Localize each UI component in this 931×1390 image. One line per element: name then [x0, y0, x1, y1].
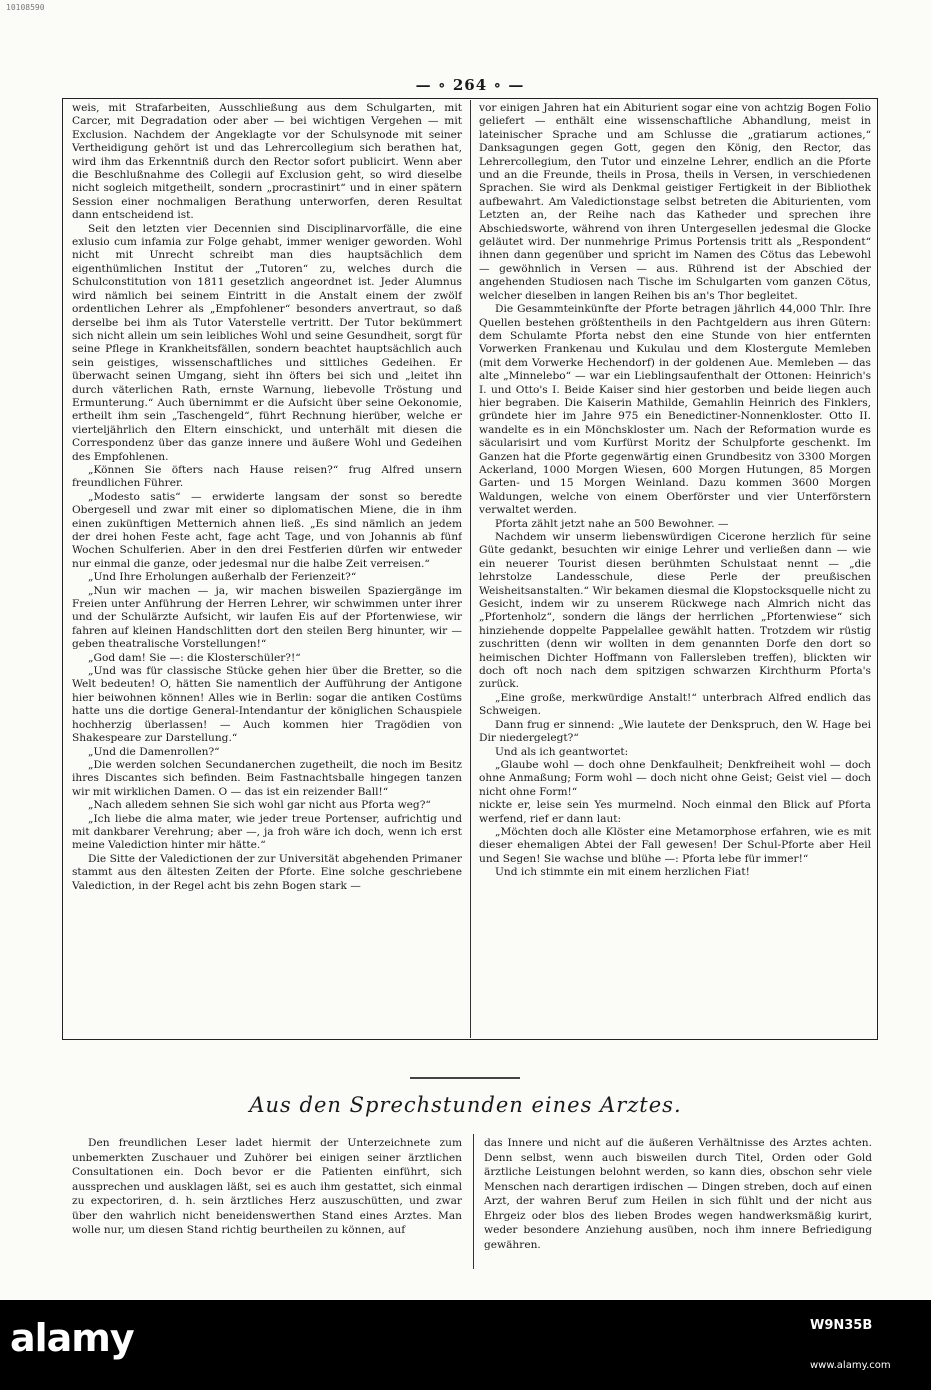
section-separator [410, 1077, 520, 1079]
bottom-left-column [72, 1136, 462, 1266]
page-number: — ∘ 264 ∘ — [415, 76, 525, 94]
paragraph: nickte er, leise sein Yes murmelnd. Noch einmal den Blick auf Pforta werfend, rief er dann laut: [479, 799, 871, 825]
paragraph: „Möchten doch alle Klöster eine Metamorphose erfahren, wie es mit dieser ehemaligen Abtei der Fall gewesen! Der Schul-Pforte aber Heil und Segen! Sie wachse und blühe —: Pforta lebe für immer!“ [479, 825, 871, 865]
page-number-value: 264 [452, 76, 488, 94]
paragraph: „Modesto satis“ — erwiderte langsam der sonst so beredte Obergesell und zwar mit einer so diplomatischen Miene, die in ihm einen zukünftigen Metternich ahnen ließ. „Es sind nämlich an jedem der drei hohen Feste acht, fage acht Tage, und von Johannis ab fünf Wochen Schulferien. Aber in den drei Festferien dürfen wir entweder nur einmal die ganze, oder jedesmal nur die halbe Zeit verreisen.“ [72, 490, 462, 570]
scan-stamp: 10108590 [6, 3, 45, 12]
paragraph: Und als ich geantwortet: [495, 745, 629, 758]
paragraph: „Glaube wohl — doch ohne Denkfaulheit; Denkfreiheit wohl — doch ohne Anmaßung; Form wohl — doch nicht ohne Geist; Geist viel — doch nicht ohne Form!“ [479, 758, 871, 798]
paragraph: Pforta zählt jetzt nahe an 500 Bewohner. — [495, 517, 729, 530]
paragraph: Die Sitte der Valedictionen der zur Universität abgehenden Primaner stammt aus den ältesten Zeiten der Pforte. Eine solche geschriebene Valediction, in der Regel acht bis zehn Bogen stark — [72, 852, 462, 892]
paragraph: „Nach alledem sehnen Sie sich wohl gar nicht aus Pforta weg?“ [88, 799, 431, 812]
paragraph: vor einigen Jahren hat ein Abiturient sogar eine von achtzig Bogen Folio geliefert — enthält eine wissenschaftliche Abhandlung, meist in lateinischer Sprache und am Schlusse die „gratiarum actiones,“ Danksagungen gegen Gott, gegen den König, den Rector, das Lehrercollegium, den Tutor und einzelne Lehrer, endlich an die Pforte und an die Freunde, theils in Prosa, theils in Versen, in verschiedenen Sprachen. Sie wird als Denkmal geistiger Fertigkeit in der Bibliothek aufbewahrt. Am Valedictionstage selbst betreten die Abiturienten, vom Letzten an, der Reihe nach das Katheder und sprechen ihre Abschiedsworte, während von ihren Untergesellen jedesmal die Glocke geläutet wird. Der nunmehrige Primus Portensis tritt als „Respondent“ ihnen dann gegenüber und spricht im Namen des Cötus das Lebewohl — gewöhnlich in Versen — aus. Rührend ist der Abschied der angehenden Studiosen nach Tische im Schulgarten vom ganzen Cötus, welcher dieselben in langen Reihen bis an's Thor begleitet. [479, 102, 871, 302]
section-title: Aus den Sprechstunden eines Arztes. [249, 1093, 682, 1117]
watermark-url: www.alamy.com [810, 1360, 891, 1371]
right-column [479, 102, 871, 1036]
paragraph: das Innere und nicht auf die äußeren Verhältnisse des Arztes achten. Denn selbst, wenn auch bisweilen durch Titel, Orden oder Gold ärztliche Leistungen belohnt werden, so kann dies, obschon sehr viele Menschen nach derartigen irdischen — Dingen streben, doch auf einen Arzt, der wahren Beruf zum Heilen in sich fühlt und der nicht aus Ehrgeiz oder blos des lieben Brodes wegen handwerksmäßig kurirt, weder besondere Anziehung ausüben, noch ihm innere Befriedigung gewähren. [484, 1137, 872, 1251]
bottom-right-column [484, 1136, 872, 1266]
paragraph: Die Gesammteinkünfte der Pforte betragen jährlich 44,000 Thlr. Ihre Quellen bestehen größtentheils in den Pachtgeldern aus ihren Gütern: dem Schulamte Pforta nebst den eine Stunde von hier entfernten Vorwerken Frankenau und Kukulau und dem Klostergute Memleben (mit dem Vorwerke Hechendorf) in der goldenen Aue. Memleben — das alte „Minnelebo“ — war ein Lieblingsaufenthalt der Ottonen: Heinrich's I. und Otto's I. Beide Kaiser sind hier gestorben und beide liegen auch hier begraben. Die Kaiserin Mathilde, Gemahlin Heinrich des Finklers, gründete hier im Jahre 975 ein Benedictiner-Nonnenkloster. Otto II. wandelte es in ein Mönchskloster um. Nach der Reformation wurde es säcularisirt und vom Kurfürst Moritz der Schulpforte geschenkt. Im Ganzen hat die Pforte gegenwärtig einen Grundbesitz von 3300 Morgen Ackerland, 1000 Morgen Wiesen, 600 Morgen Hutungen, 85 Morgen Garten- und 15 Morgen Weinland. Dazu kommen 3600 Morgen Waldungen, welche von einem Oberförster und vier Unterförstern verwaltet werden. [479, 303, 871, 517]
column-divider [470, 100, 471, 1038]
watermark-logo [10, 1316, 134, 1360]
paragraph: Nachdem wir unserm liebenswürdigen Cicerone herzlich für seine Güte gedankt, besuchten wir einige Lehrer und verließen dann — wie ein neuerer Tourist diesen berühmten Schulstaat nennt — „die lehrstolze Landesschule, diese Perle der preußischen Weisheitsanstalten.“ Wir bekamen diesmal die Klopstocksquelle nicht zu Gesicht, indem wir zu unserem Rückwege nach Almrich nicht das „Pfortenholz“, sondern die längs der herrlichen „Pfortenwiese“ sich hinziehende doppelte Pappelallee gewählt hatten. Trotzdem wir rüstig zuschritten (denn wir wollten in dem genannten Dorfe den dort so heimischen Dichter Hoffmann von Fallersleben treffen), blickten wir doch oft noch nach dem spitzigen schwarzen Kirchthurm Pforta's zurück. [479, 531, 871, 691]
paragraph: „Und Ihre Erholungen außerhalb der Ferienzeit?“ [88, 571, 357, 584]
paragraph: Den freundlichen Leser ladet hiermit der Unterzeichnete zum unbemerkten Zuschauer und Zuhörer bei einigen seiner ärztlichen Consultationen ein. Doch bevor er die Patienten einführt, sich aussprechen und ausklagen läßt, sei es auch ihm gestattet, sich einmal zu expectoriren, d. h. sein ärztliches Herz auszuschütten, und zwar über den wahrlich nicht beneidenswerthen Stand eines Arztes. Man wolle nur, um diesen Stand richtig beurtheilen zu können, auf [72, 1137, 462, 1236]
bottom-column-divider [473, 1134, 474, 1269]
paragraph: „Können Sie öfters nach Hause reisen?“ frug Alfred unsern freundlichen Führer. [72, 463, 462, 490]
paragraph: „Ich liebe die alma mater, wie jeder treue Portenser, aufrichtig und mit dankbarer Verehrung; aber —, ja froh wäre ich doch, wenn ich erst meine Valediction hinter mir hätte.“ [72, 812, 462, 852]
watermark-image-id: W9N35B [810, 1318, 873, 1333]
paragraph: „God dam! Sie —: die Klosterschüler?!“ [88, 651, 301, 664]
watermark-banner [0, 1300, 931, 1390]
paragraph: „Und was für classische Stücke gehen hier über die Bretter, so die Welt bedeuten! O, hätten Sie namentlich der Aufführung der Antigone hier beiwohnen können! Alles wie in Berlin: sogar die antiken Costüms hatte uns die dortige General-Intendantur der königlichen Schauspiele hochherzig überlassen! — Auch kommen hier Tragödien von Shakespeare zur Darstellung.“ [72, 665, 462, 745]
paragraph: Dann frug er sinnend: „Wie lautete der Denkspruch, den W. Hage bei Dir niedergelegt?“ [479, 718, 871, 745]
paragraph: weis, mit Strafarbeiten, Ausschließung aus dem Schulgarten, mit Carcer, mit Degradation oder aber — bei wichtigen Vergehen — mit Exclusion. Nachdem der Angeklagte vor der Schulsynode mit seiner Vertheidigung gehört ist und das Lehrercollegium sich berathen hat, wird ihm das Erkenntniß durch den Rector sofort publicirt. Wenn aber die Beschlußnahme des Collegii auf Exclusion geht, so wird dieselbe nicht sogleich mitgetheilt, sondern „procrastinirt“ und in einer spätern Session einer nochmaligen Berathung unterworfen, deren Resultat dann entscheidend ist. [72, 102, 462, 222]
paragraph: „Nun wir machen — ja, wir machen bisweilen Spaziergänge im Freien unter Anführung der Herren Lehrer, wir schwimmen unter ihrer und der Schulärzte Aufsicht, wir laufen Eis auf der Pfortenwiese, wir fahren auf kleinen Handschlitten dort den steilen Berg hinunter, wir — geben theatralische Vorstellungen!“ [72, 584, 462, 651]
paragraph: Und ich stimmte ein mit einem herzlichen Fiat! [495, 866, 750, 879]
left-column [72, 102, 462, 1036]
paragraph: „Und die Damenrollen?“ [88, 745, 220, 758]
watermark-brand: alamy [10, 1316, 134, 1360]
paragraph: „Die werden solchen Secundanerchen zugetheilt, die noch im Besitz ihres Discantes sich befinden. Beim Fastnachtsballe hingegen tanzen wir mit wirklichen Damen. O — das ist ein reizender Ball!“ [72, 758, 462, 798]
paragraph: Seit den letzten vier Decennien sind Disciplinarvorfälle, die eine exlusio cum infamia zur Folge gehabt, immer weniger geworden. Wohl nicht mit Unrecht schreibt man dies hauptsächlich dem eigenthümlichen Institut der „Tutoren“ zu, welches durch die Schulconstitution von 1811 gesetzlich angeordnet ist. Jeder Alumnus wird nämlich bei seinem Eintritt in die Anstalt einem der zwölf ordentlichen Lehrer als „Empfohlener“ besonders anvertraut, so daß derselbe bei ihm als Tutor Vaterstelle vertritt. Der Tutor bekümmert sich nicht allein um sein leibliches Wohl und seine Gesundheit, sorgt für seine Pflege in Krankheitsfällen, sondern beachtet hauptsächlich auch sein geistiges, wissenschaftliches und sittliches Gedeihen. Er überwacht seinen Umgang, sieht ihn öfters bei sich und „leitet ihn durch väterlichen Rath, ernste Warnung, liebevolle Tröstung und Ermunterung.“ Auch übernimmt er die Aufsicht über seine Oekonomie, ertheilt ihm sein „Taschengeld“, führt Rechnung hierüber, welche er vierteljährlich den Eltern einschickt, und unterhält mit diesen die Correspondenz über das ganze innere und äußere Wohl und Gedeihen des Empfohlenen. [72, 222, 462, 463]
paragraph: „Eine große, merkwürdige Anstalt!“ unterbrach Alfred endlich das Schweigen. [479, 691, 871, 718]
